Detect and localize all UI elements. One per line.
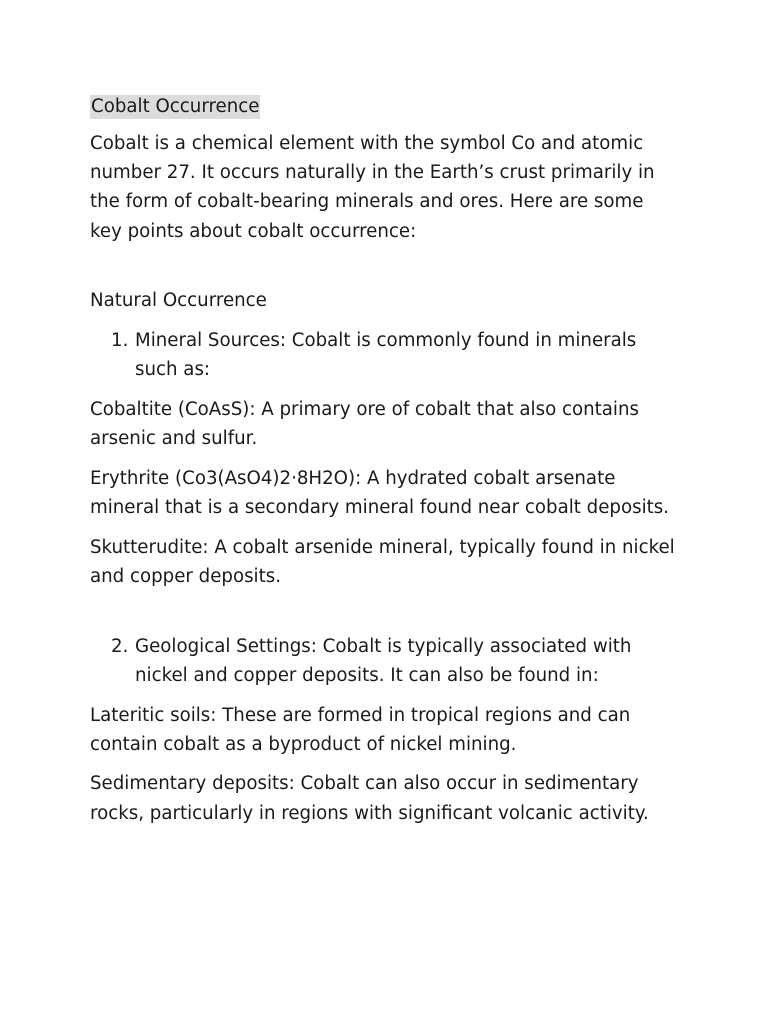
blank-line (90, 256, 680, 286)
document-page (90, 92, 680, 838)
list-number: 1. (111, 330, 129, 352)
blank-line (90, 602, 680, 632)
detail-paragraph-lateritic: Lateritic soils: These are formed in tropical regions and can contain cobalt as a byproduct of nickel mining. (90, 704, 631, 755)
title-line (90, 92, 680, 118)
list-item-text: Mineral Sources: Cobalt is commonly found in minerals such as: (135, 330, 637, 381)
list-item-2 (90, 632, 680, 690)
detail-paragraph-erythrite: Erythrite (Co3(AsO4)2·8H2O): A hydrated cobalt arsenate mineral that is a secondary mineral found near cobalt deposits. (90, 467, 670, 519)
detail-paragraph-skutterudite: Skutterudite: A cobalt arsenide mineral, typically found in nickel and copper deposits. (90, 536, 675, 587)
detail-paragraph-cobaltite: Cobaltite (CoAsS): A primary ore of cobalt that also contains arsenic and sulfur. (90, 398, 639, 450)
list-number: 2. (111, 635, 129, 657)
list-item-text: Geological Settings: Cobalt is typically associated with nickel and copper deposits. It can also be found in: (135, 635, 632, 686)
list-item-1 (90, 326, 680, 384)
intro-paragraph: Cobalt is a chemical element with the symbol Co and atomic number 27. It occurs naturally in the Earth’s crust primarily in the form of cobalt-bearing minerals and ores. Here are some key points about cobalt occurrence: (90, 133, 655, 242)
section-heading: Natural Occurrence (90, 290, 267, 312)
document-title[interactable]: Cobalt Occurrence (91, 96, 260, 117)
detail-paragraph-sedimentary: Sedimentary deposits: Cobalt can also occur in sedimentary rocks, particularly in regions with significant volcanic activity. (90, 773, 649, 824)
